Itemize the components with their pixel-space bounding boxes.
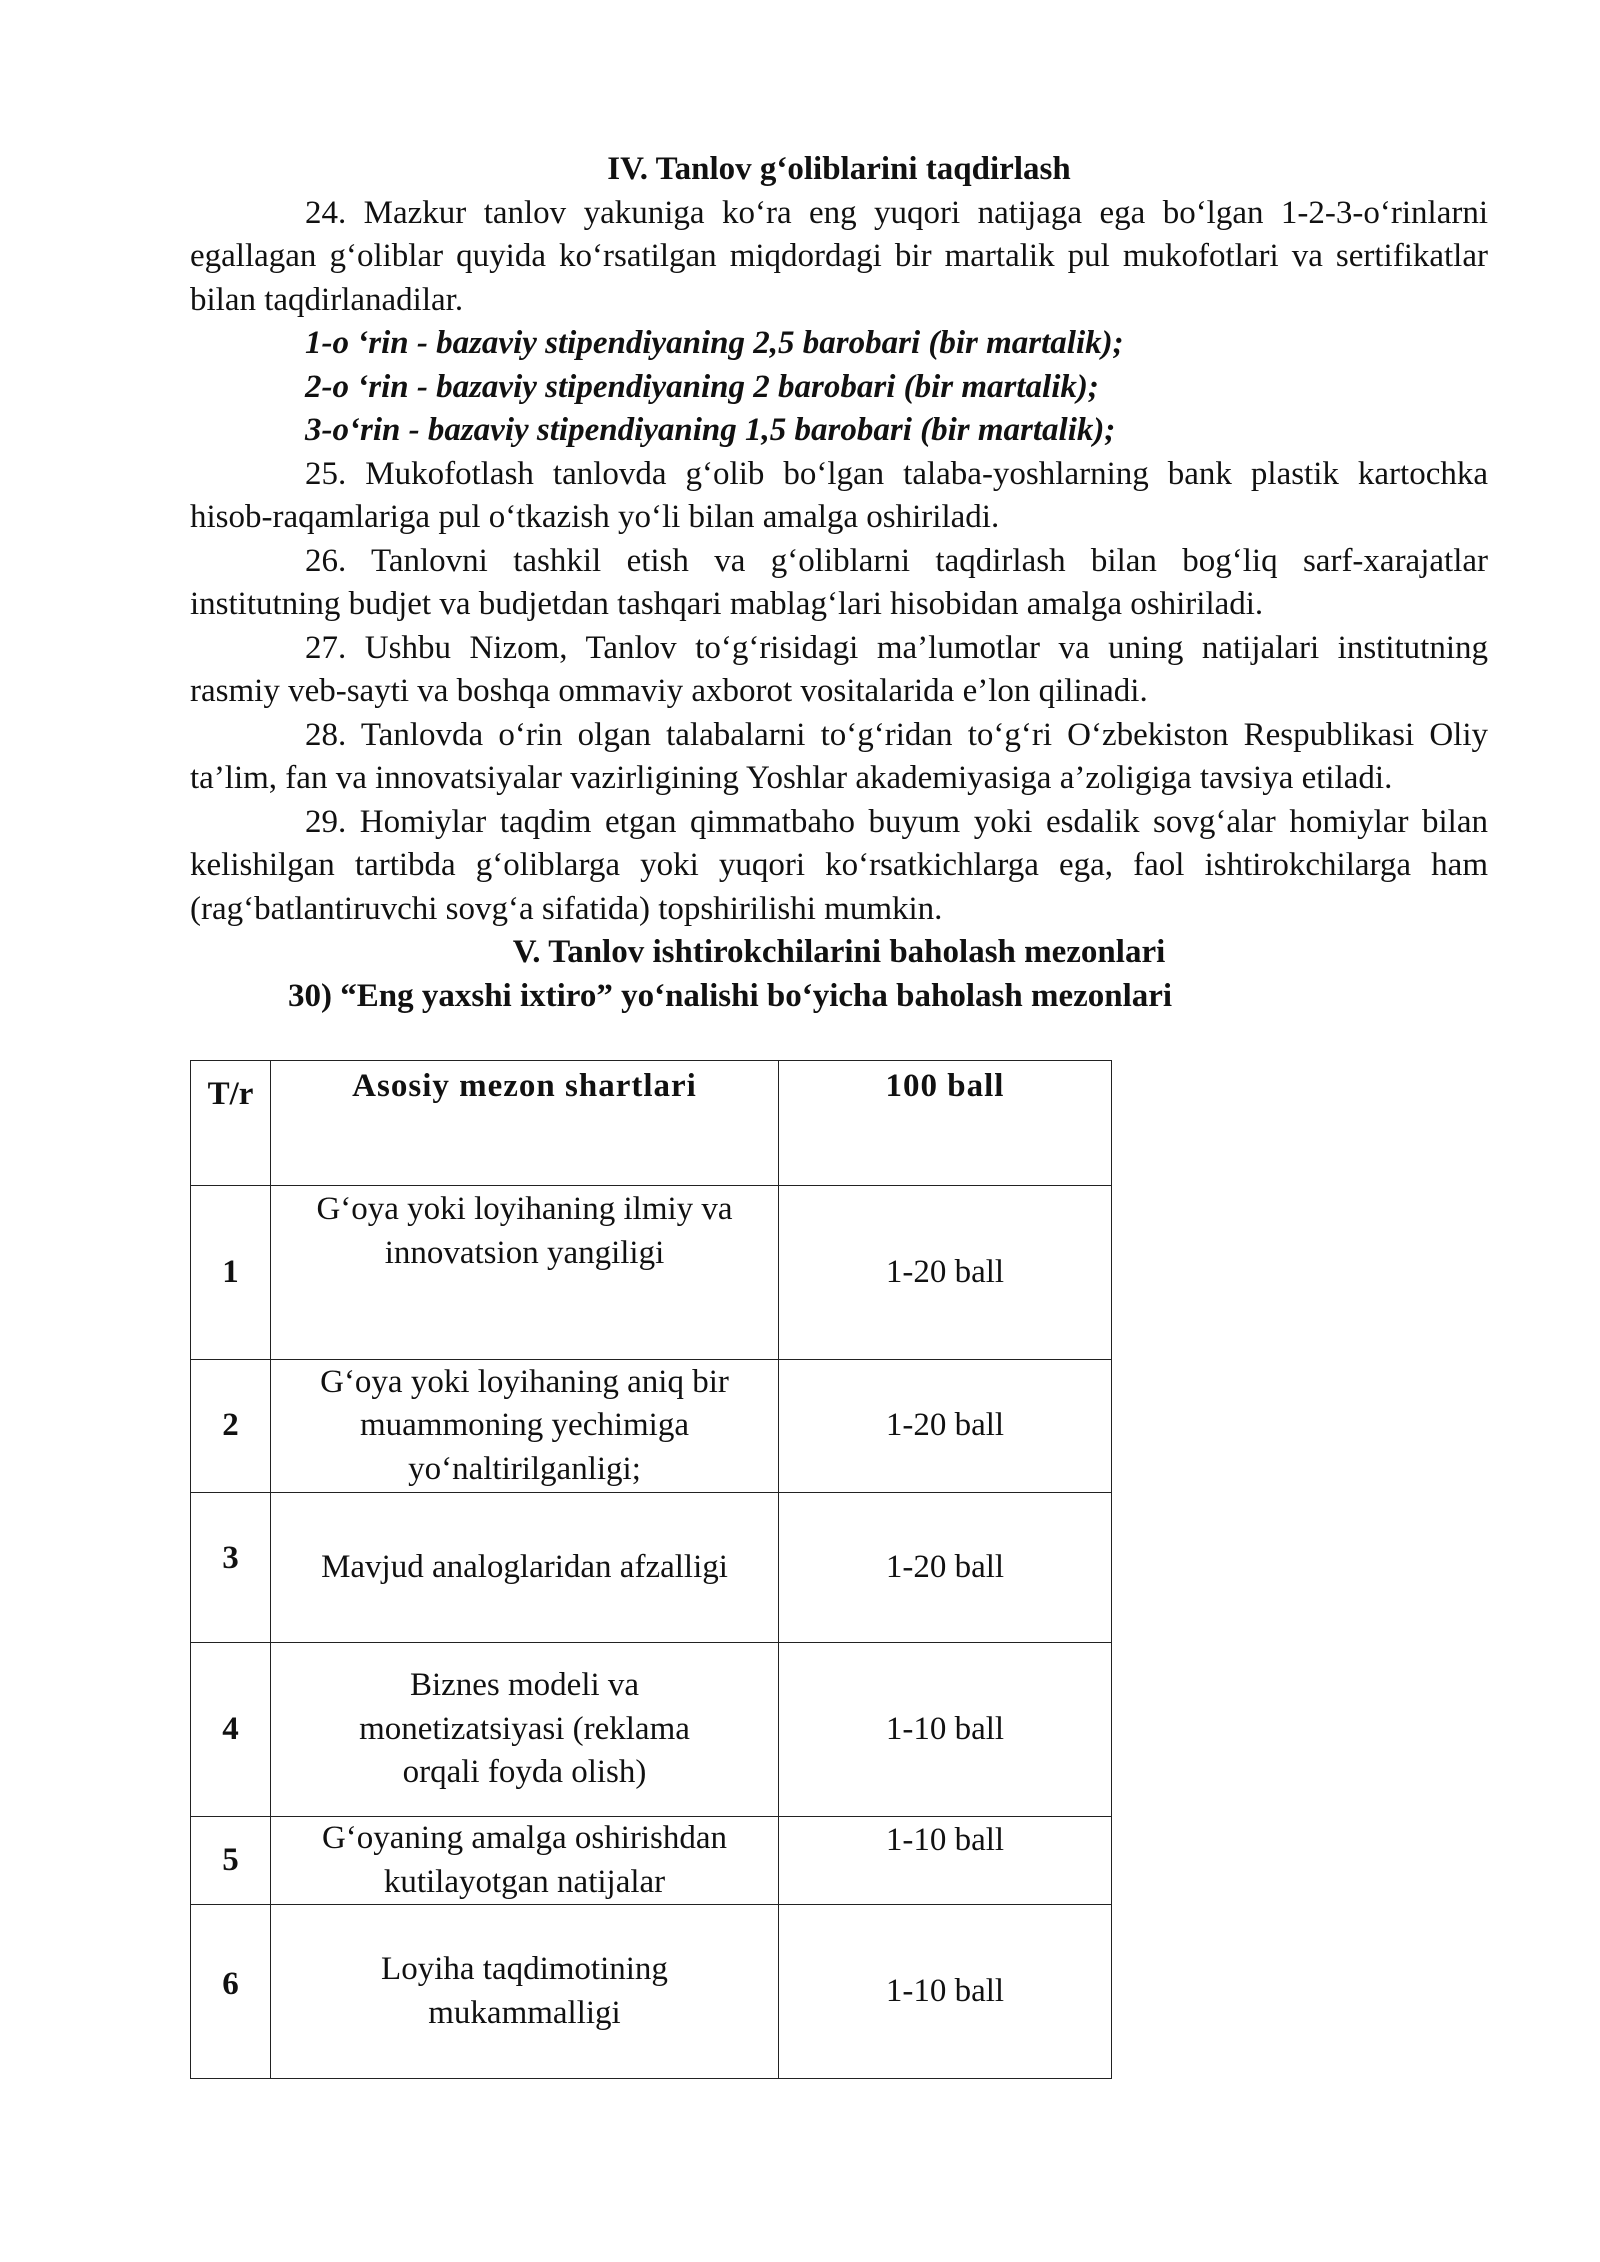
table-row	[191, 1186, 1112, 1360]
table-row	[191, 1817, 1112, 1905]
criteria-subtitle: 30) “Eng yaxshi ixtiro” yo‘nalishi bo‘yicha baholash mezonlari	[288, 977, 1173, 1014]
paragraph-28: 28. Tanlovda o‘rin olgan talabalarni to‘g‘ridan to‘g‘ri O‘zbekiston Respublikasi Oliy ta’lim, fan va innovatsiyalar vazirligining Yoshlar akademiyasiga a’zoligiga tavsiya etiladi.	[190, 716, 1488, 796]
section-heading-iv: IV. Tanlov g‘oliblarini taqdirlash	[607, 151, 1071, 187]
award-first-place: 1-o ‘rin - bazaviy stipendiyaning 2,5 barobari (bir martalik);	[305, 325, 1124, 361]
row-number: 2	[191, 1360, 271, 1493]
award-third-place: 3-o‘rin - bazaviy stipendiyaning 1,5 barobari (bir martalik);	[305, 412, 1116, 448]
table-row	[191, 1493, 1112, 1643]
row-score: 1-10 ball	[779, 1905, 1112, 2079]
row-criterion: G‘oya yoki loyihaning ilmiy va innovatsion yangiligi	[271, 1186, 779, 1360]
row-criterion: Biznes modeli va monetizatsiyasi (reklama orqali foyda olish)	[271, 1643, 779, 1817]
table-row	[191, 1360, 1112, 1493]
row-score: 1-20 ball	[779, 1493, 1112, 1643]
row-criterion: G‘oyaning amalga oshirishdan kutilayotgan natijalar	[271, 1817, 779, 1905]
criteria-table	[190, 1060, 1112, 2079]
row-number: 4	[191, 1643, 271, 1817]
paragraph-25: 25. Mukofotlash tanlovda g‘olib bo‘lgan talaba-yoshlarning bank plastik kartochka hisob-raqamlariga pul o‘tkazish yo‘li bilan amalga oshiriladi.	[190, 455, 1488, 535]
table-row	[191, 1905, 1112, 2079]
row-score: 1-20 ball	[779, 1360, 1112, 1493]
row-criterion: Mavjud analoglaridan afzalligi	[271, 1493, 779, 1643]
section-heading-v: V. Tanlov ishtirokchilarini baholash mezonlari	[512, 934, 1166, 970]
row-score: 1-20 ball	[779, 1186, 1112, 1360]
document-page	[190, 148, 1488, 1018]
row-number: 6	[191, 1905, 271, 2079]
paragraph-24: 24. Mazkur tanlov yakuniga ko‘ra eng yuqori natijaga ega bo‘lgan 1-2-3-o‘rinlarni egallagan g‘oliblar quyida ko‘rsatilgan miqdordagi bir martalik pul mukofotlari va sertifikatlar bilan taqdirlanadilar.	[190, 194, 1488, 318]
row-score: 1-10 ball	[779, 1817, 1112, 1905]
table-header-row	[191, 1061, 1112, 1186]
award-second-place: 2-o ‘rin - bazaviy stipendiyaning 2 barobari (bir martalik);	[305, 368, 1099, 405]
table-row	[191, 1643, 1112, 1817]
paragraph-26: 26. Tanlovni tashkil etish va g‘oliblarni taqdirlash bilan bog‘liq sarf-xarajatlar institutning budjet va budjetdan tashqari mablag‘lari hisobidan amalga oshiriladi.	[190, 542, 1488, 622]
row-number: 1	[191, 1186, 271, 1360]
row-number: 3	[191, 1493, 271, 1643]
row-score: 1-10 ball	[779, 1643, 1112, 1817]
header-criterion: Asosiy mezon shartlari	[271, 1061, 779, 1186]
header-number: T/r	[191, 1061, 271, 1186]
row-number: 5	[191, 1817, 271, 1905]
paragraph-29: 29. Homiylar taqdim etgan qimmatbaho buyum yoki esdalik sovg‘alar homiylar bilan kelishilgan tartibda g‘oliblarga yoki yuqori ko‘rsatkichlarga ega, faol ishtirokchilarga ham (rag‘batlantiruvchi sovg‘a sifatida) topshirilishi mumkin.	[190, 803, 1488, 927]
row-criterion: Loyiha taqdimotining mukammalligi	[271, 1905, 779, 2079]
header-score: 100 ball	[779, 1061, 1112, 1186]
row-criterion: G‘oya yoki loyihaning aniq bir muammoning yechimiga yo‘naltirilganligi;	[271, 1360, 779, 1493]
paragraph-27: 27. Ushbu Nizom, Tanlov to‘g‘risidagi ma’lumotlar va uning natijalari institutning rasmiy veb-sayti va boshqa ommaviy axborot vositalarida e’lon qilinadi.	[190, 629, 1488, 709]
